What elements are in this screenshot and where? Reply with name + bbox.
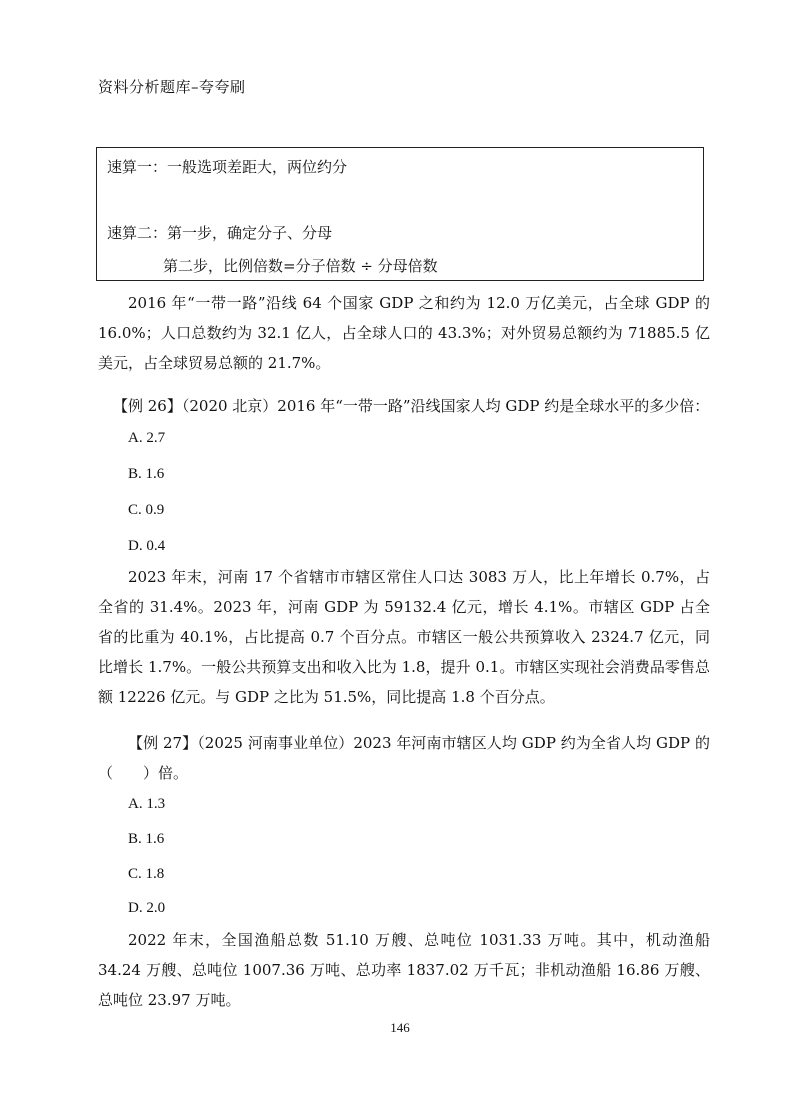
option-26-a: A. 2.7 (128, 430, 166, 446)
page-number: 146 (390, 1020, 410, 1035)
tip-line-3: 第二步，比例倍数=分子倍数 ÷ 分母倍数 (163, 257, 438, 275)
option-27-d: D. 2.0 (128, 900, 166, 916)
option-26-c: C. 0.9 (128, 502, 165, 518)
question-27-stem: 【例 27】（2025 河南事业单位）2023 年河南市辖区人均 GDP 约为全省人均 GDP 的（ ）倍。 (98, 734, 710, 782)
material-paragraph-3: 2022 年末，全国渔船总数 51.10 万艘、总吨位 1031.33 万吨。其中，机动渔船 34.24 万艘、总吨位 1007.36 万吨、总功率 1837.02 万千瓦；非机动渔船 16.86 万艘、总吨位 23.97 万吨。 (98, 931, 710, 1009)
option-27-b: B. 1.6 (128, 831, 165, 847)
tip-line-2: 速算二：第一步，确定分子、分母 (107, 224, 333, 242)
option-26-d: D. 0.4 (128, 538, 166, 554)
material-paragraph-1: 2016 年“一带一路”沿线 64 个国家 GDP 之和约为 12.0 万亿美元，占全球 GDP 的 16.0%；人口总数约为 32.1 亿人，占全球人口的 43.3%；对外贸易总额约为 71885.5 亿美元，占全球贸易总额的 21.7%。 (98, 294, 710, 372)
option-27-c: C. 1.8 (128, 866, 165, 882)
tip-line-1: 速算一：一般选项差距大，两位约分 (107, 158, 348, 176)
material-paragraph-2: 2023 年末，河南 17 个省辖市市辖区常住人口达 3083 万人，比上年增长 0.7%，占全省的 31.4%。2023 年，河南 GDP 为 59132.4 亿元，增长 4.1%。市辖区 GDP 占全省的比重为 40.1%，占比提高 0.7 个百分点。市辖区一般公共预算收入 2324.7 亿元，同比增长 1.7%。一般公共预算支出和收入比为 1.8，提升 0.1。市辖区实现社会消费品零售总额 12226 亿元。与 GDP 之比为 51.5%，同比提高 1.8 个百分点。 (98, 568, 710, 706)
option-27-a: A. 1.3 (128, 796, 166, 812)
tips-box (96, 147, 704, 281)
question-26-stem: 【例 26】（2020 北京）2016 年“一带一路”沿线国家人均 GDP 约是全球水平的多少倍： (113, 397, 710, 415)
document-header: 资料分析题库–夸夸刷 (98, 78, 246, 96)
option-26-b: B. 1.6 (128, 466, 165, 482)
